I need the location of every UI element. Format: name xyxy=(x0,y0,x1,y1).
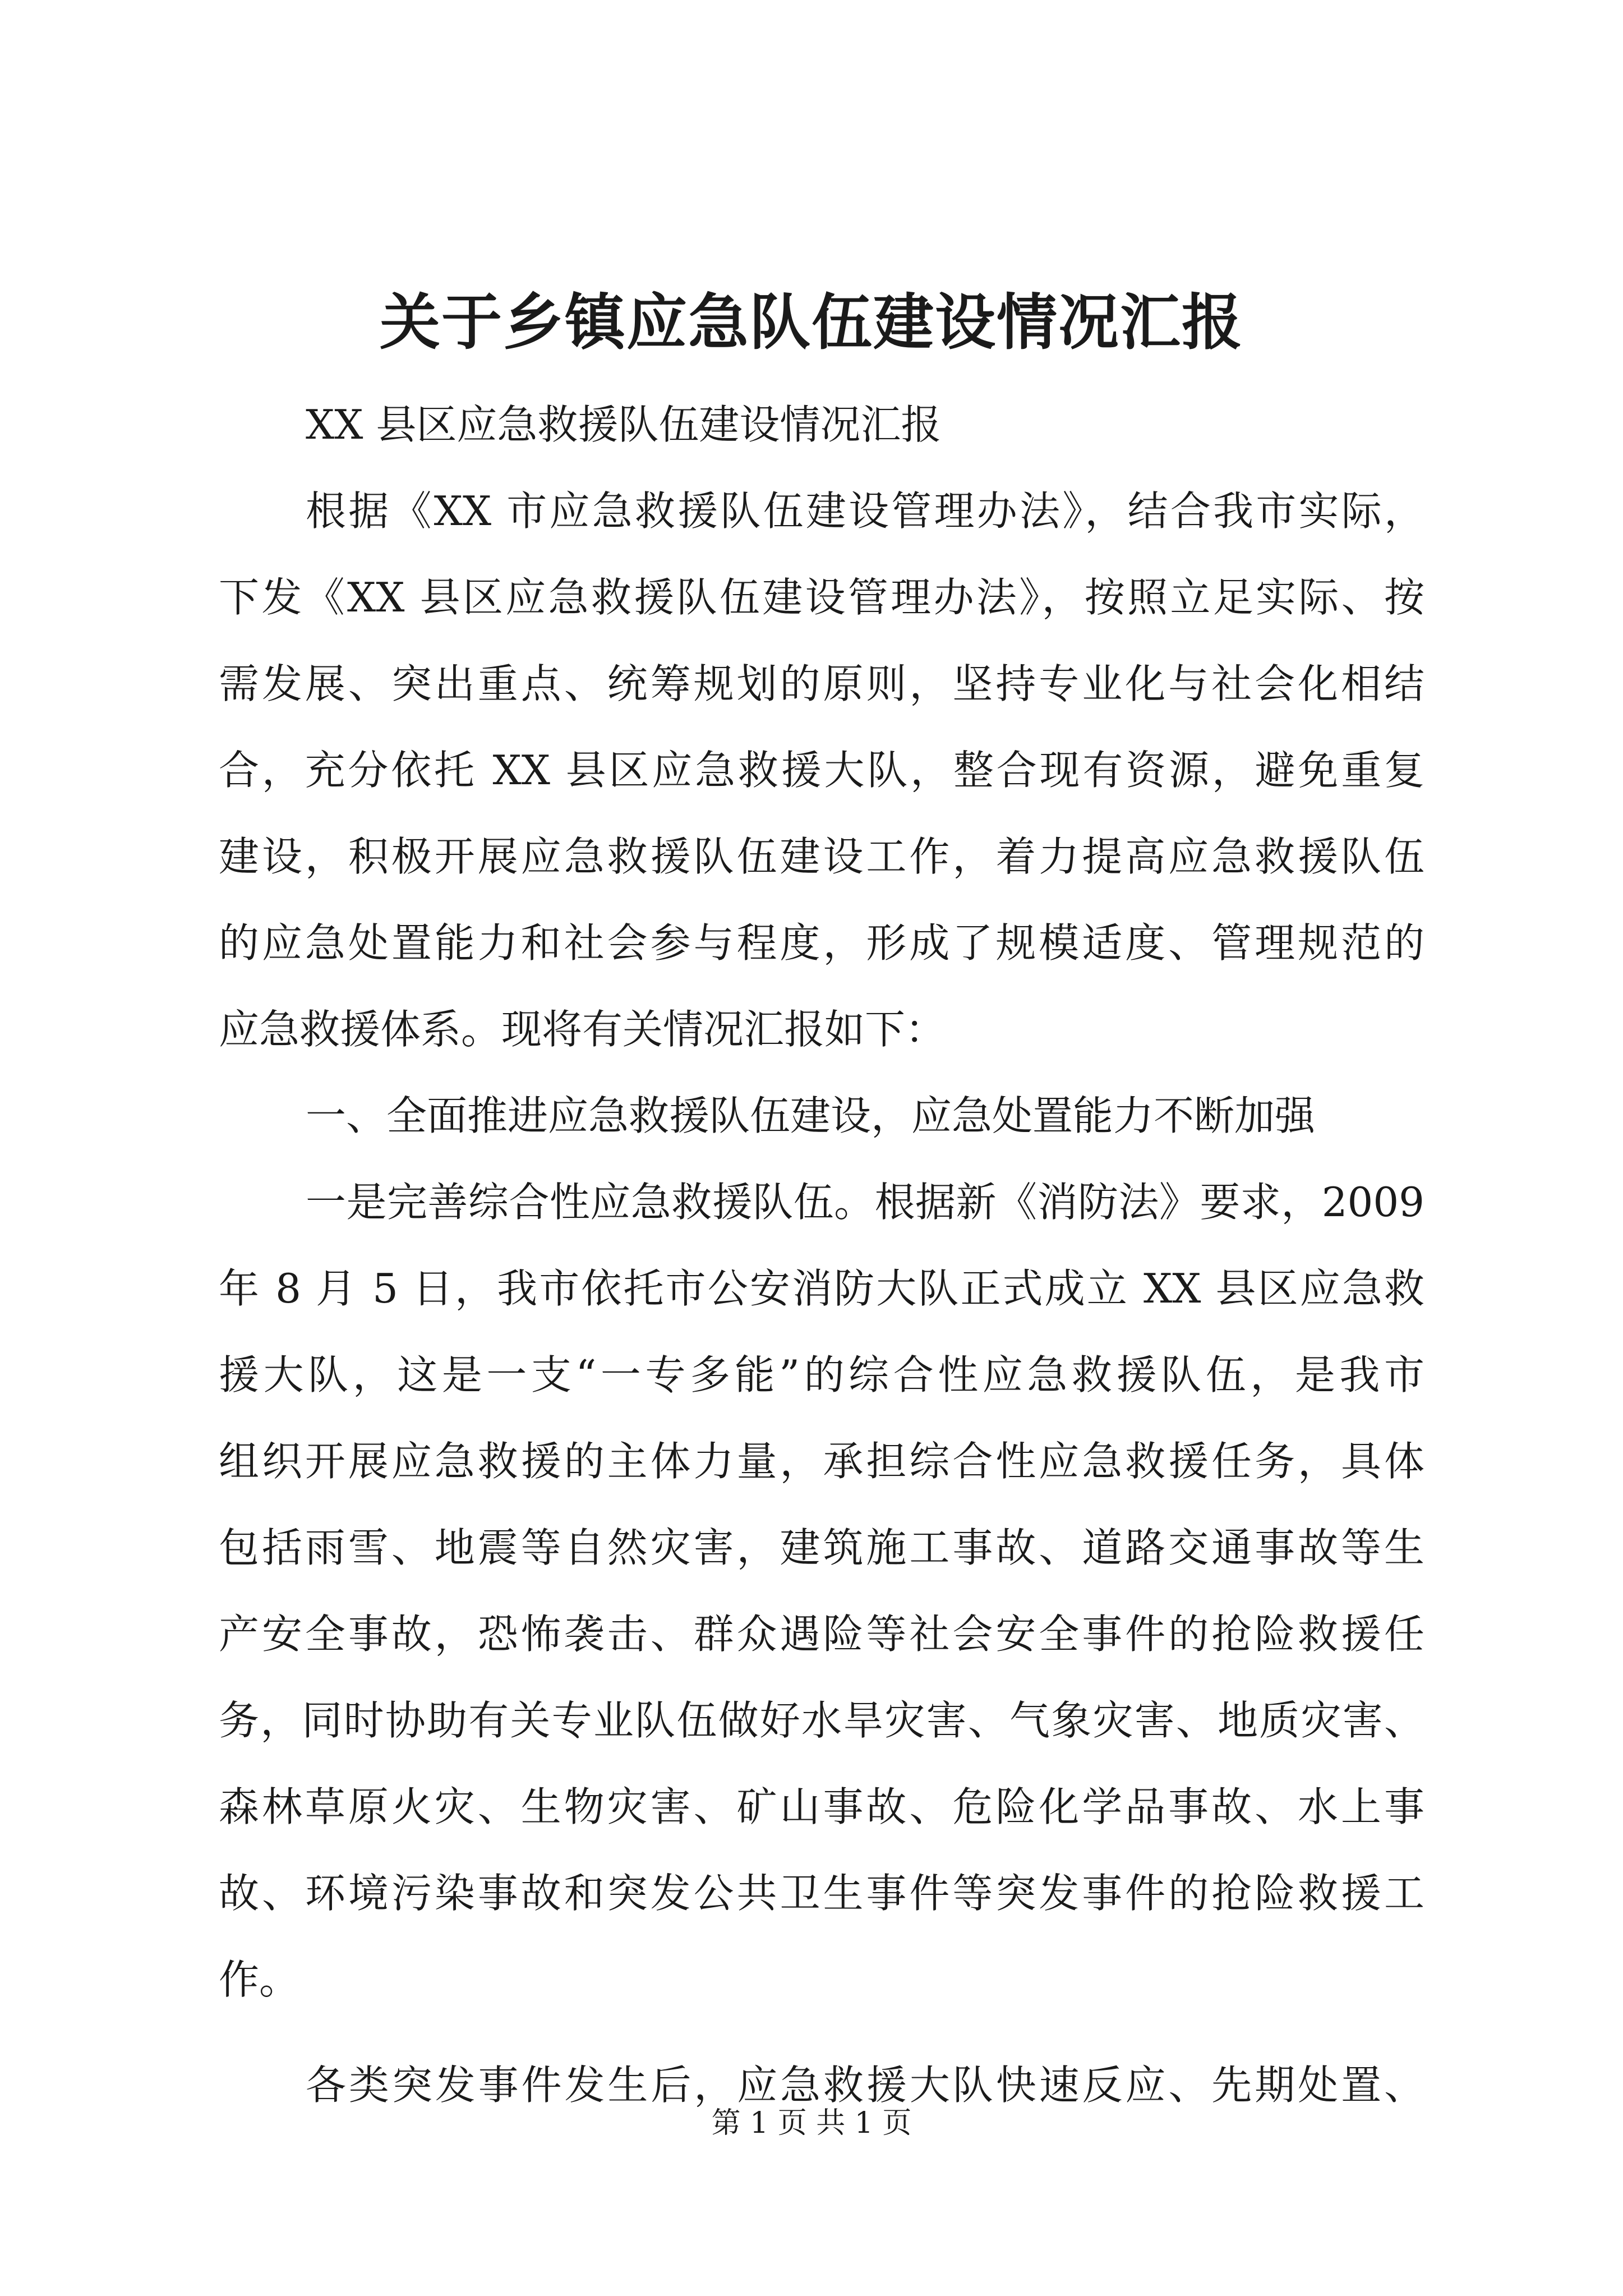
document-title: 关于乡镇应急队伍建设情况汇报 xyxy=(379,287,1243,358)
paragraph-line: 一是完善综合性应急救援队伍。根据新《消防法》要求，2009 xyxy=(306,1179,1424,1226)
paragraph-line: 森林草原火灾、生物灾害、矿山事故、危险化学品事故、水上事 xyxy=(219,1783,1424,1830)
paragraph-line: 各类突发事件发生后，应急救援大队快速反应、先期处置、 xyxy=(306,2062,1424,2109)
document-body xyxy=(219,381,1424,2128)
paragraph-line: 年 8 月 5 日，我市依托市公安消防大队正式成立 XX 县区应急救 xyxy=(219,1265,1424,1312)
paragraph-line: 作。 xyxy=(219,1956,300,2003)
paragraph-line: 根据《XX 市应急救援队伍建设管理办法》，结合我市实际， xyxy=(306,487,1424,535)
paragraph-line: 包括雨雪、地震等自然灾害，建筑施工事故、道路交通事故等生 xyxy=(219,1524,1424,1571)
page-footer: 第 1 页 共 1 页 xyxy=(711,2106,912,2140)
paragraph-line: 建设，积极开展应急救援队伍建设工作，着力提高应急救援队伍 xyxy=(219,833,1424,880)
paragraph-line: 组织开展应急救援的主体力量，承担综合性应急救援任务，具体 xyxy=(219,1438,1424,1485)
paragraph-line: 援大队，这是一支“一专多能”的综合性应急救援队伍，是我市 xyxy=(219,1351,1424,1398)
paragraph-line: 产安全事故，恐怖袭击、群众遇险等社会安全事件的抢险救援任 xyxy=(219,1611,1424,1658)
paragraph-line: 的应急处置能力和社会参与程度，形成了规模适度、管理规范的 xyxy=(219,919,1424,967)
paragraph-line: 应急救援体系。现将有关情况汇报如下： xyxy=(219,1006,946,1053)
paragraph-line: 合，充分依托 XX 县区应急救援大队，整合现有资源，避免重复 xyxy=(219,747,1424,794)
section-heading: 一、全面推进应急救援队伍建设，应急处置能力不断加强 xyxy=(306,1092,1316,1139)
paragraph-line: 务，同时协助有关专业队伍做好水旱灾害、气象灾害、地质灾害、 xyxy=(219,1697,1424,1744)
paragraph-line: 故、环境污染事故和突发公共卫生事件等突发事件的抢险救援工 xyxy=(219,1870,1424,1917)
paragraph-line: 下发《XX 县区应急救援队伍建设管理办法》，按照立足实际、按 xyxy=(219,574,1424,621)
subtitle-line: XX 县区应急救援队伍建设情况汇报 xyxy=(306,401,942,448)
paragraph-line: 需发展、突出重点、统筹规划的原则，坚持专业化与社会化相结 xyxy=(219,660,1424,707)
